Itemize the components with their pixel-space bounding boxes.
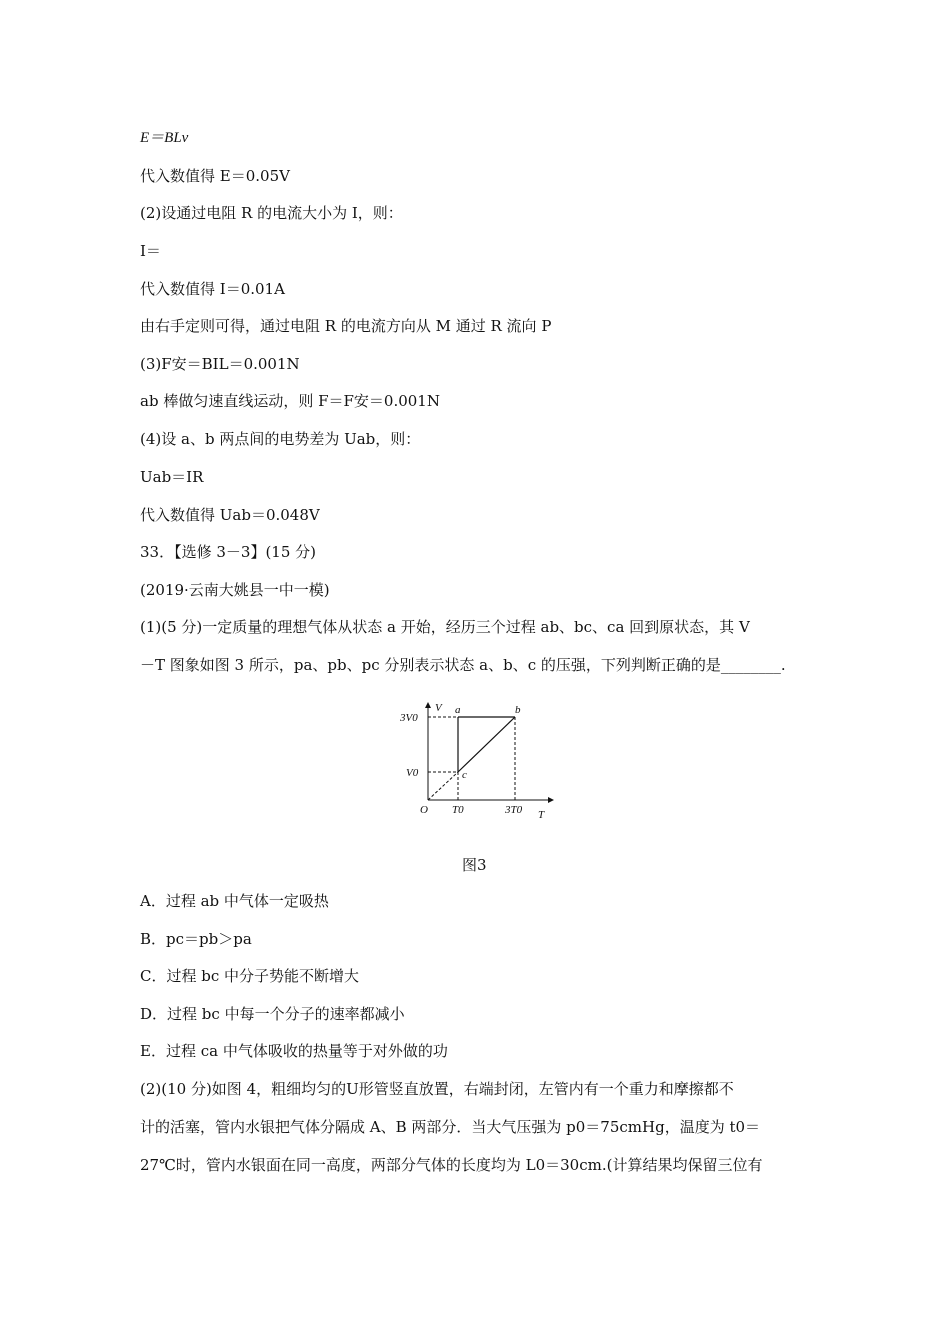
line-6: 由右手定则可得，通过电阻 R 的电流方向从 M 通过 R 流向 P (140, 317, 552, 335)
point-a: a (455, 704, 461, 716)
point-c: c (462, 769, 467, 781)
line-3: (2)设通过电阻 R 的电流大小为 I，则： (140, 204, 403, 222)
tick-3v0: 3V0 (400, 712, 418, 724)
y-arrow-icon (425, 702, 431, 708)
tail-line-1: (2)(10 分)如图 4，粗细均匀的U形管竖直放置，右端封闭，左管内有一个重力和摩擦都不 (140, 1080, 734, 1098)
line-1: E＝BLv (140, 130, 189, 146)
y-label: V (435, 702, 442, 714)
line-2: 代入数值得 E＝0.05V (140, 167, 290, 185)
option-b: B．pc＝pb＞pa (140, 930, 252, 948)
x-label: T (538, 809, 545, 821)
line-15: －T 图象如图 3 所示，pa、pb、pc 分别表示状态 a、b、c 的压强，下列判断正确的是________. (140, 656, 786, 674)
line-4: I＝ (140, 242, 161, 260)
tail-line-3: 27℃时，管内水银面在同一高度，两部分气体的长度均为 L0＝30cm.(计算结果均保留三位有 (140, 1156, 763, 1174)
line-14: (1)(5 分)一定质量的理想气体从状态 a 开始，经历三个过程 ab、bc、ca 回到原状态，其 V (140, 618, 750, 636)
origin-label: O (420, 804, 428, 816)
line-11: 代入数值得 Uab＝0.048V (140, 506, 320, 524)
option-c: C．过程 bc 中分子势能不断增大 (140, 967, 360, 985)
line-10: Uab＝IR (140, 468, 204, 486)
option-a: A．过程 ab 中气体一定吸热 (140, 892, 329, 910)
figure-caption: 图3 (462, 856, 487, 874)
x-arrow-icon (548, 797, 554, 803)
tick-v0: V0 (406, 767, 419, 779)
line-12: 33．【选修 3－3】(15 分) (140, 543, 317, 561)
line-7: (3)F安＝BIL＝0.001N (140, 355, 300, 373)
tick-3t0: 3T0 (505, 804, 523, 816)
line-9: (4)设 a、b 两点间的电势差为 Uab，则： (140, 430, 421, 448)
point-b: b (515, 704, 521, 716)
line-8: ab 棒做匀速直线运动，则 F＝F安＝0.001N (140, 392, 440, 410)
line-5: 代入数值得 I＝0.01A (140, 280, 285, 298)
tick-t0: T0 (452, 804, 464, 816)
process-bc (458, 717, 515, 772)
vt-diagram (398, 702, 558, 824)
line-13: (2019·云南大姚县一中一模) (140, 581, 330, 599)
option-d: D．过程 bc 中每一个分子的速率都减小 (140, 1005, 405, 1023)
option-e: E．过程 ca 中气体吸收的热量等于对外做的功 (140, 1042, 448, 1060)
tail-line-2: 计的活塞，管内水银把气体分隔成 A、B 两部分．当大气压强为 p0＝75cmHg，温度为 t0＝ (140, 1118, 761, 1136)
